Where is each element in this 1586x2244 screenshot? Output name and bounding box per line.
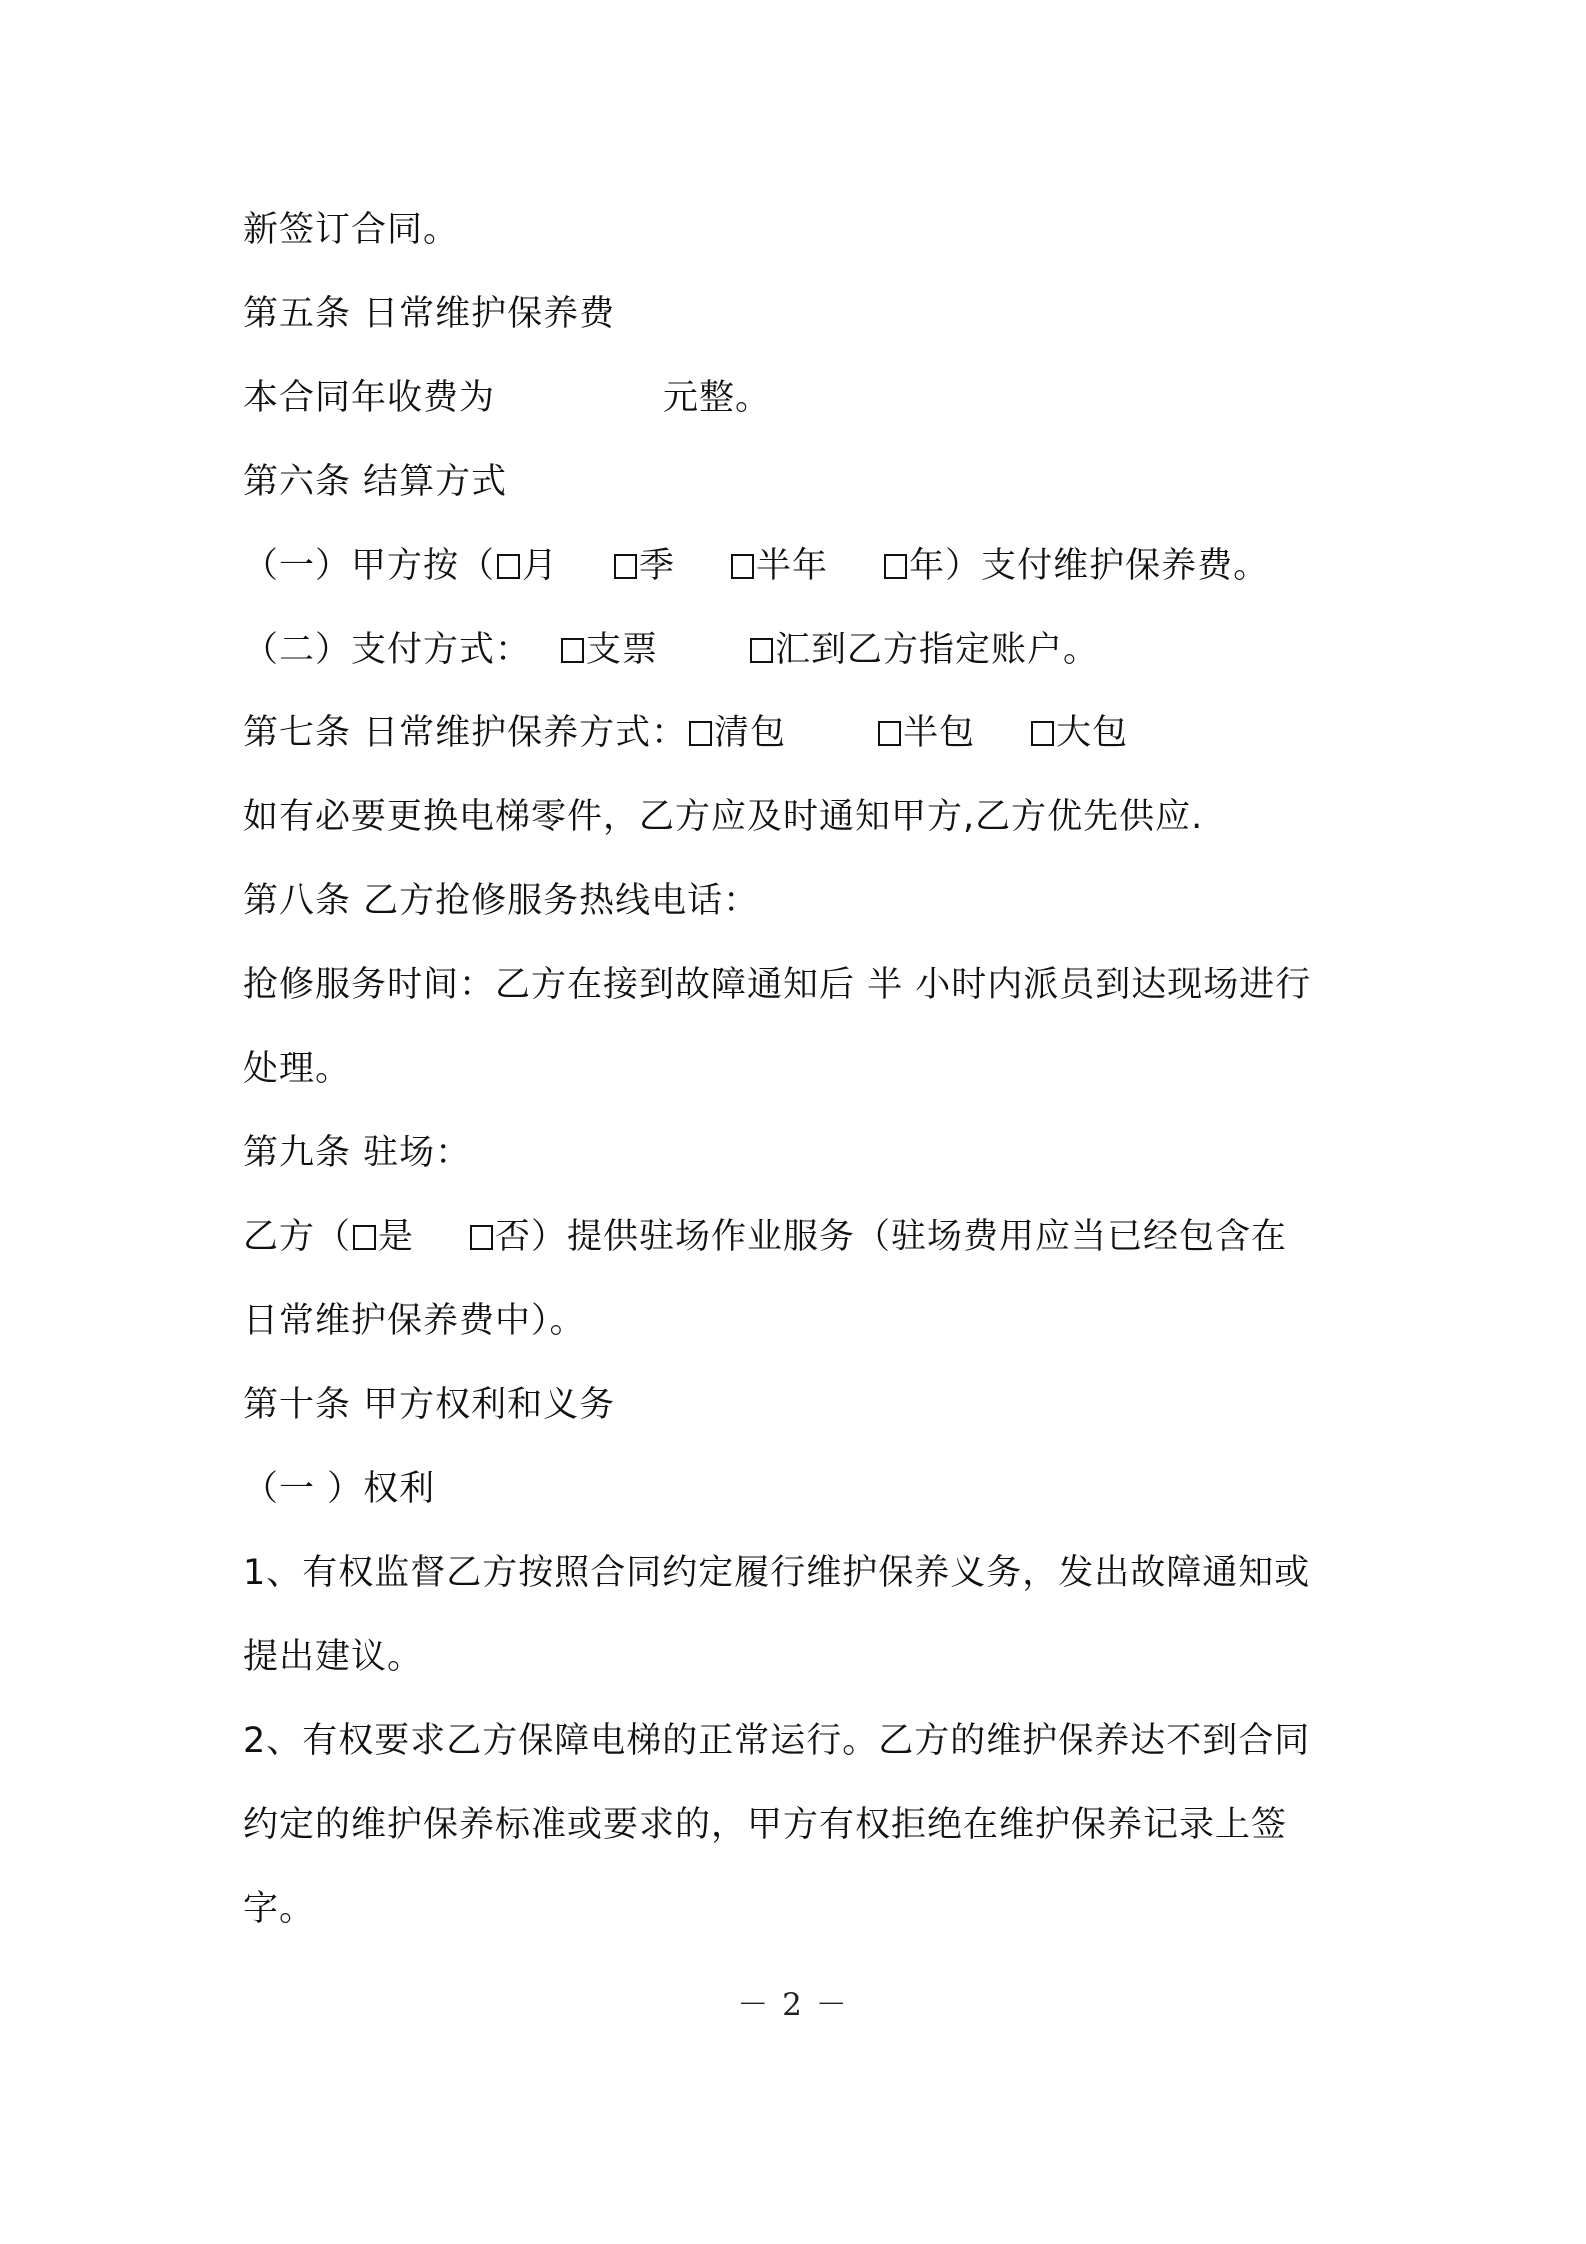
checkbox-half-contract[interactable] [878, 721, 901, 746]
line-text: 处理。 [243, 1049, 352, 1089]
line-text: 抢修服务时间：乙方在接到故障通知后 半 小时内派员到达现场进行 [243, 965, 1312, 1005]
line-text: 提出建议。 [243, 1637, 424, 1677]
text-line [243, 1045, 351, 1093]
checkbox-no[interactable] [470, 1225, 493, 1250]
article-10-heading [243, 1381, 615, 1429]
text-line [243, 1633, 423, 1681]
text-line [243, 1885, 315, 1933]
line-text: 第六条 结算方式 [243, 462, 508, 502]
rights-subheading [243, 1465, 435, 1513]
option-label: 大包 [1056, 713, 1129, 753]
line-text: 日常维护保养费中）。 [243, 1301, 586, 1341]
line-text: 本合同年收费为 [243, 378, 496, 418]
option-label: 月 [522, 546, 559, 586]
checkbox-yearly[interactable] [884, 554, 907, 579]
article-8-heading [243, 877, 759, 925]
checkbox-half-year[interactable] [731, 554, 754, 579]
checkbox-clean-contract[interactable] [689, 721, 712, 746]
on-site-service-line [243, 1213, 1287, 1261]
option-label: 半包 [903, 713, 976, 753]
article-7-line [243, 709, 1128, 757]
line-text: 新签订合同。 [243, 210, 460, 250]
payment-period-line [243, 542, 1269, 590]
line-text: （一）甲方按（ [243, 546, 496, 586]
option-label: 半年 [756, 546, 829, 586]
option-label: 季 [639, 546, 676, 586]
text-line [243, 1801, 1287, 1849]
checkbox-monthly[interactable] [497, 554, 520, 579]
page-number: － 2 － [737, 1987, 849, 2023]
option-label: 支票 [586, 630, 659, 670]
line-text: 如有必要更换电梯零件，乙方应及时通知甲方,乙方优先供应. [243, 797, 1204, 837]
line-text: 乙方（ [243, 1217, 352, 1257]
annual-fee-line [243, 374, 771, 422]
checkbox-full-contract[interactable] [1031, 721, 1054, 746]
line-text: 1、有权监督乙方按照合同约定履行维护保养义务，发出故障通知或 [243, 1553, 1311, 1593]
line-text: （一 ）权利 [243, 1469, 436, 1509]
line-text: 第五条 日常维护保养费 [243, 294, 616, 334]
option-label: 年）支付维护保养费。 [909, 546, 1270, 586]
line-text: 元整。 [663, 378, 772, 418]
line-text: （二）支付方式： [243, 630, 532, 670]
option-label: 汇到乙方指定账户。 [775, 630, 1100, 670]
checkbox-bank-transfer[interactable] [750, 638, 773, 663]
line-text: 第八条 乙方抢修服务热线电话： [243, 881, 760, 921]
line-text: 第七条 日常维护保养方式： [243, 713, 688, 753]
line-text: 约定的维护保养标准或要求的，甲方有权拒绝在维护保养记录上签 [243, 1805, 1288, 1845]
option-label: 是 [378, 1217, 415, 1257]
text-line [243, 1297, 586, 1345]
line-text: 2、有权要求乙方保障电梯的正常运行。乙方的维护保养达不到合同 [243, 1721, 1311, 1761]
article-5-heading [243, 290, 615, 338]
text-line [243, 1549, 1310, 1597]
text-line [243, 793, 1203, 841]
line-text: 字。 [243, 1889, 316, 1929]
payment-method-line [243, 626, 1099, 674]
checkbox-cheque[interactable] [561, 638, 584, 663]
line-text: 第九条 驻场： [243, 1133, 472, 1173]
text-line [243, 206, 459, 254]
checkbox-yes[interactable] [353, 1225, 376, 1250]
checkbox-quarterly[interactable] [614, 554, 637, 579]
option-label: 清包 [714, 713, 787, 753]
line-text: 第十条 甲方权利和义务 [243, 1385, 616, 1425]
article-6-heading [243, 458, 507, 506]
text-line [243, 1717, 1310, 1765]
article-9-heading [243, 1129, 471, 1177]
text-line [243, 961, 1311, 1009]
line-text: 否）提供驻场作业服务（驻场费用应当已经包含在 [495, 1217, 1288, 1257]
